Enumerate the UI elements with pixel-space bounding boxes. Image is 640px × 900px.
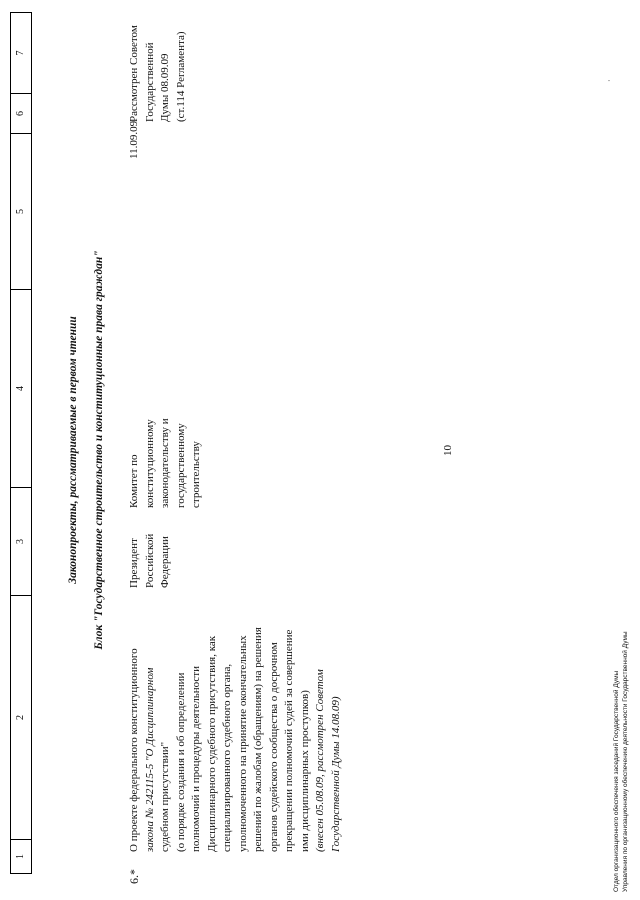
- committee-line: строительству: [190, 441, 202, 508]
- column-number-header: [10, 12, 32, 874]
- description-line: (о порядке создания и об определении: [174, 672, 187, 852]
- responsible-committee: [127, 368, 205, 508]
- column-number: 1: [11, 839, 31, 873]
- description-line: специализированного судебного органа,: [221, 663, 233, 852]
- description-note-line: (внесен 05.08.09, рассмотрен Советом: [314, 669, 326, 852]
- column-number: 4: [11, 289, 31, 487]
- committee-line: Комитет по: [128, 454, 140, 508]
- status-line: (ст.114 Регламента): [174, 31, 187, 122]
- column-number: 7: [15, 50, 26, 56]
- initiator-line: Президент: [128, 538, 140, 588]
- status-line: Рассмотрен Советом: [128, 25, 140, 122]
- block-title: Блок "Государственное строительство и конституционные права граждан": [93, 250, 105, 650]
- column-number: 5: [11, 133, 31, 289]
- status-line: Государственной: [143, 42, 156, 122]
- description-line: решений по жалобам (обращениям) на решения: [252, 627, 264, 852]
- description-line: судебном присутствии": [159, 741, 171, 852]
- description-line: уполномоченного на принятие окончательных: [236, 635, 249, 852]
- description-note-line: Государственной Думы 14.08.09): [329, 696, 342, 852]
- column-number: 2: [11, 595, 31, 839]
- section-title: Законопроекты, рассматриваемые в первом чтении: [67, 316, 79, 584]
- consideration-date: 11.09.09: [128, 120, 140, 159]
- description-line: прекращении полномочий судей за совершение: [283, 629, 295, 852]
- footer-line: Отдел организационного обеспечения заседаний Государственной Думы: [613, 670, 620, 892]
- column-number: 6: [11, 93, 31, 133]
- description-line: закона № 242115-5 "О Дисциплинарном: [143, 667, 156, 852]
- description-line: Дисциплинарного судебного присутствия, как: [205, 635, 218, 852]
- description-line: органов судейского сообщества о досрочном: [267, 642, 280, 852]
- description-line: ими дисциплинарных проступков): [298, 690, 311, 852]
- column-number: 3: [11, 487, 31, 595]
- scan-speck: ·: [605, 79, 614, 82]
- committee-line: государственному: [174, 423, 187, 508]
- status: [127, 12, 189, 122]
- status-line: Думы 08.09.09: [159, 53, 171, 122]
- row-number: 6.*: [127, 869, 141, 884]
- initiator-line: Российской: [143, 533, 156, 588]
- footer-line: Управления по организационному обеспечению деятельности Государственной Думы: [622, 631, 629, 892]
- description-line: полномочий и процедуры деятельности: [190, 666, 202, 852]
- committee-line: законодательству и: [159, 418, 171, 508]
- description-line: О проекте федерального конституционного: [128, 648, 140, 852]
- initiator-line: Федерации: [159, 536, 171, 588]
- page-number: 10: [442, 445, 454, 456]
- committee-line: конституционному: [143, 419, 156, 508]
- description-line: [143, 622, 159, 852]
- bill-description: [127, 622, 344, 852]
